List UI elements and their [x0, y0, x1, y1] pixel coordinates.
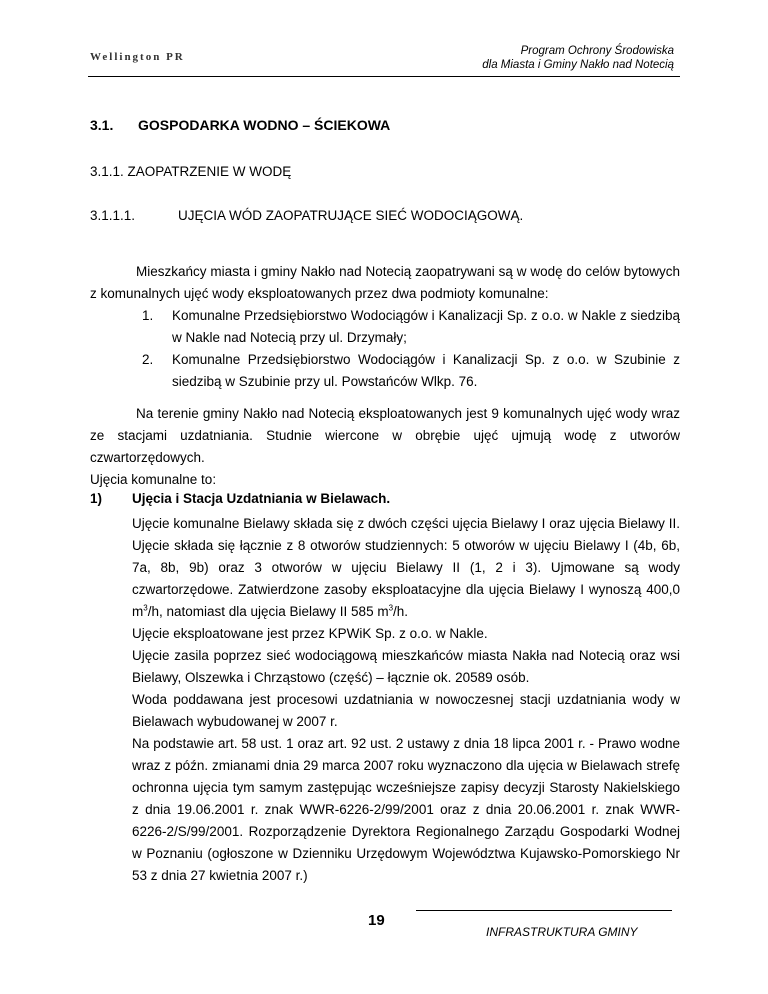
intake-description	[132, 513, 680, 623]
intake-operator: Ujęcie eksploatowane jest przez KPWiK Sp. z o.o. w Nakle.	[132, 626, 488, 641]
page-number: 19	[368, 912, 385, 929]
list-item	[142, 305, 680, 349]
list-item-number: 2.	[142, 352, 154, 367]
list-item-text: Komunalne Przedsiębiorstwo Wodociągów i Kanalizacji Sp. z o.o. w Nakle z siedzibą w Nakle nad Notecią przy ul. Drzymały;	[172, 308, 680, 345]
footer-chapter-label: INFRASTRUKTURA GMINY	[486, 925, 638, 939]
intake-title: Ujęcia i Stacja Uzdatniania w Bielawach.	[132, 491, 391, 506]
intake-legal-basis: Na podstawie art. 58 ust. 1 oraz art. 92 ust. 2 ustawy z dnia 18 lipca 2001 r. - Prawo wodne wraz z późn. zmianami dnia 29 marca 2007 roku wyznaczono dla ujęcia w Bielawach strefę ochronna ujęcia tym samym zastępując wcześniejsze zapisy decyzji Starosty Nakielskiego z dnia 19.06.2001 r. znak WWR-6226-2/99/2001 oraz z dnia 20.06.2001 r. znak WWR-6226-2/S/99/2001. Rozporządzenie Dyrektora Regionalnego Zarządu Gospodarki Wodnej w Poznaniu (ogłoszone w Dzienniku Urzędowym Województwa Kujawsko-Pomorskiego Nr 53 z dnia 27 kwietnia 2007 r.)	[132, 736, 680, 883]
paragraph-intakes: Na terenie gminy Nakło nad Notecią eksploatowanych jest 9 komunalnych ujęć wody wraz ze stacjami uzdatniania. Studnie wiercone w obrębie ujęć ujmują wodę z utworów czwartorzędowych.	[90, 406, 680, 465]
intake-supply-area: Ujęcie zasila poprzez sieć wodociągową mieszkańców miasta Nakła nad Notecią oraz wsi Bielawy, Olszewka i Chrząstowo (część) – łącznie ok. 20589 osób.	[132, 648, 680, 685]
intake-treatment: Woda poddawana jest procesowi uzdatniania w nowoczesnej stacji uzdatniania wody w Bielawach wybudowanej w 2007 r.	[132, 692, 680, 729]
header-document-title	[482, 44, 674, 72]
list-item	[142, 349, 680, 393]
header-left-brand: Wellington PR	[90, 51, 185, 63]
subsection-heading: 3.1.1. ZAOPATRZENIE W WODĘ	[90, 164, 292, 179]
header-title-line-2: dla Miasta i Gminy Nakło nad Notecią	[482, 59, 674, 71]
list-item-text: Komunalne Przedsiębiorstwo Wodociągów i Kanalizacji Sp. z o.o. w Szubinie z siedzibą w Szubinie przy ul. Powstańców Wlkp. 76.	[172, 352, 680, 389]
list-item-number: 1.	[142, 308, 154, 323]
header-title-line-1: Program Ochrony Środowiska	[520, 45, 674, 57]
intake-desc-part-c: /h.	[393, 604, 409, 619]
intro-paragraph: Mieszkańcy miasta i gminy Nakło nad Notecią zaopatrywani są w wodę do celów bytowych z komunalnych ujęć wody eksploatowanych przez dwa podmioty komunalne:	[90, 264, 680, 301]
section-number: 3.1.	[90, 117, 114, 133]
subsubsection-title: UJĘCIA WÓD ZAOPATRUJĄCE SIEĆ WODOCIĄGOWĄ.	[178, 208, 524, 223]
header-rule	[88, 76, 680, 77]
intake-desc-part-b: /h, natomiast dla ujęcia Bielawy II 585 m	[147, 604, 389, 619]
intake-number: 1)	[90, 491, 103, 506]
footer-rule	[416, 910, 672, 911]
intake-desc-part-a: Ujęcie komunalne Bielawy składa się z dwóch części ujęcia Bielawy I oraz ujęcia Bielawy II. Ujęcie składa się łącznie z 8 otworów studziennych: 5 otworów w ujęciu Bielawy I (4b, 6b, 7a, 8b, 9b) oraz 3 otworów w ujęciu Bielawy II (1, 2 i 3). Ujmowane są wody czwartorzędowe. Zatwierdzone zasoby eksploatacyjne dla ujęcia Bielawy I wynoszą 400,0 m	[132, 516, 680, 619]
superscript: 3	[388, 603, 394, 613]
section-title: GOSPODARKA WODNO – ŚCIEKOWA	[138, 117, 391, 133]
paragraph-intakes-list-intro: Ujęcia komunalne to:	[90, 472, 217, 487]
subsubsection-number: 3.1.1.1.	[90, 208, 136, 223]
superscript: 3	[143, 603, 148, 613]
